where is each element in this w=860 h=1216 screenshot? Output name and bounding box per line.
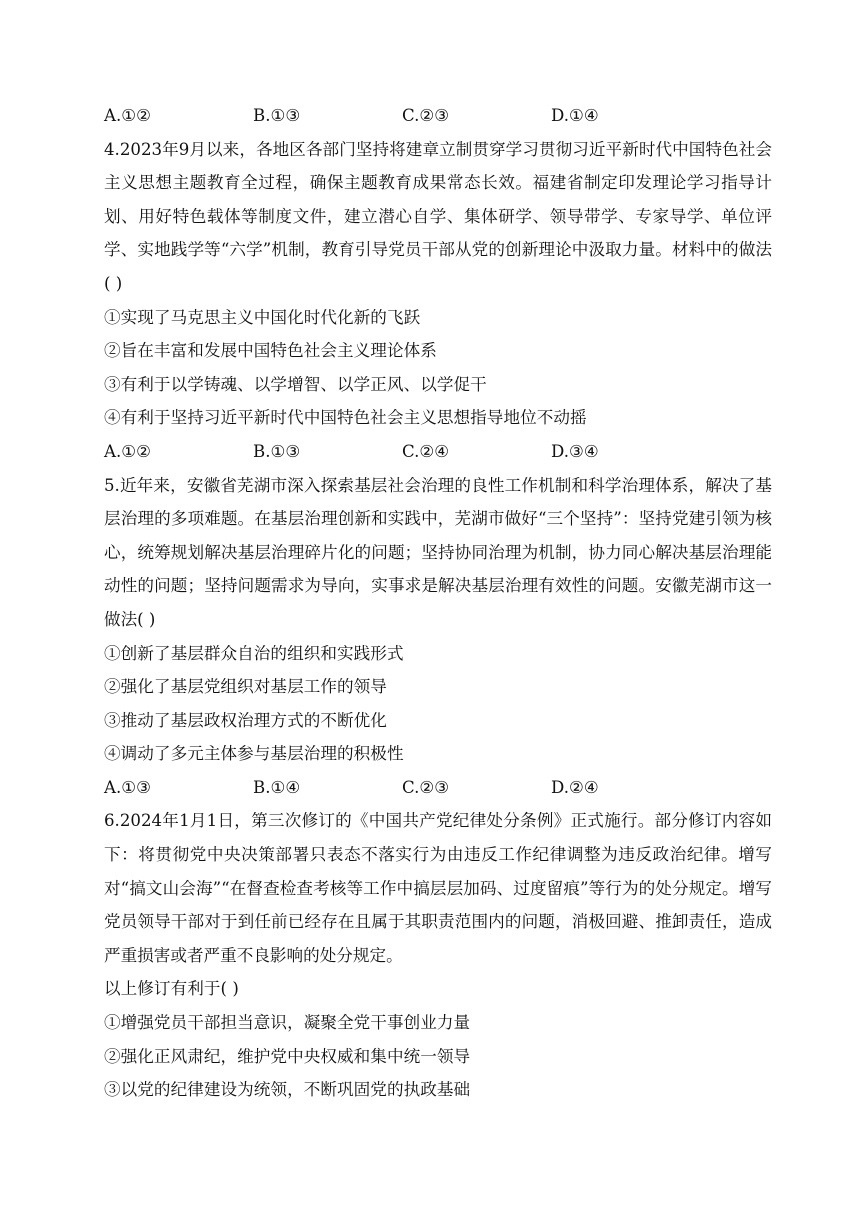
- q5-stem: 5.近年来，安徽省芜湖市深入探索基层社会治理的良性工作机制和科学治理体系，解决了基层治理的多项难题。在基层治理创新和实践中，芜湖市做好“三个坚持”：坚持党建引领为核心，统筹规划解决基层治理碎片化的问题；坚持协同治理为机制，协力同心解决基层治理能动性的问题；坚持问题需求为导向，实事求是解决基层治理有效性的问题。安徽芜湖市这一做法( ): [104, 475, 772, 629]
- option-d: D.①④: [551, 106, 599, 125]
- q4-stem: 4.2023年9月以来，各地区各部门坚持将建章立制贯穿学习贯彻习近平新时代中国特色社会主义思想主题教育全过程，确保主题教育成果常态长效。福建省制定印发理论学习指导计划、用好特色载体等制度文件，建立潜心自学、集体研学、领导带学、专家导学、单位评学、实地践学等“六学”机制，教育引导党员干部从党的创新理论中汲取力量。材料中的做法( ): [104, 139, 772, 293]
- option-b: B.①③: [253, 441, 301, 461]
- option-a: A.①②: [104, 106, 152, 125]
- q6-stem: 6.2024年1月1日，第三次修订的《中国共产党纪律处分条例》正式施行。部分修订内容如下：将贯彻党中央决策部署只表态不落实行为由违反工作纪律调整为违反政治纪律。增写对“搞文山会海”“在督查检查考核等工作中搞层层加码、过度留痕”等行为的处分规定。增写党员领导干部对于到任前已经存在且属于其职责范围内的问题，消极回避、推卸责任，造成严重损害或者严重不良影响的处分规定。: [104, 811, 772, 965]
- option-b: B.①④: [253, 777, 301, 797]
- option-d: D.②④: [551, 777, 599, 797]
- option-c: C.②③: [402, 777, 450, 797]
- q6-statement-2: ②强化正风肃纪，维护党中央权威和集中统一领导: [104, 1046, 471, 1066]
- q4-statement-3: ③有利于以学铸魂、以学增智、以学正风、以学促干: [104, 374, 487, 394]
- option-d: D.③④: [551, 441, 599, 461]
- exam-page: [104, 99, 772, 1107]
- q4-statement-2: ②旨在丰富和发展中国特色社会主义理论体系: [104, 341, 437, 361]
- option-a: A.①②: [104, 441, 152, 461]
- q5-statement-4: ④调动了多元主体参与基层治理的积极性: [104, 744, 404, 764]
- option-c: C.②③: [402, 106, 450, 125]
- q5-statement-3: ③推动了基层政权治理方式的不断优化: [104, 710, 387, 730]
- q4-statement-4: ④有利于坚持习近平新时代中国特色社会主义思想指导地位不动摇: [104, 408, 587, 428]
- option-a: A.①③: [104, 777, 152, 797]
- q6-statement-3: ③以党的纪律建设为统领，不断巩固党的执政基础: [104, 1080, 471, 1100]
- option-c: C.②④: [402, 441, 450, 461]
- q4-options: [104, 435, 772, 469]
- q4-statement-1: ①实现了马克思主义中国化时代化新的飞跃: [104, 307, 421, 327]
- q5-options: [104, 771, 772, 805]
- q6-prompt: 以上修订有利于( ): [104, 979, 239, 999]
- q5-statement-1: ①创新了基层群众自治的组织和实践形式: [104, 643, 404, 663]
- q6-statement-1: ①增强党员干部担当意识，凝聚全党干事创业力量: [104, 1013, 471, 1033]
- option-b: B.①③: [253, 106, 301, 125]
- q3-options: [104, 99, 772, 133]
- q5-statement-2: ②强化了基层党组织对基层工作的领导: [104, 677, 387, 697]
